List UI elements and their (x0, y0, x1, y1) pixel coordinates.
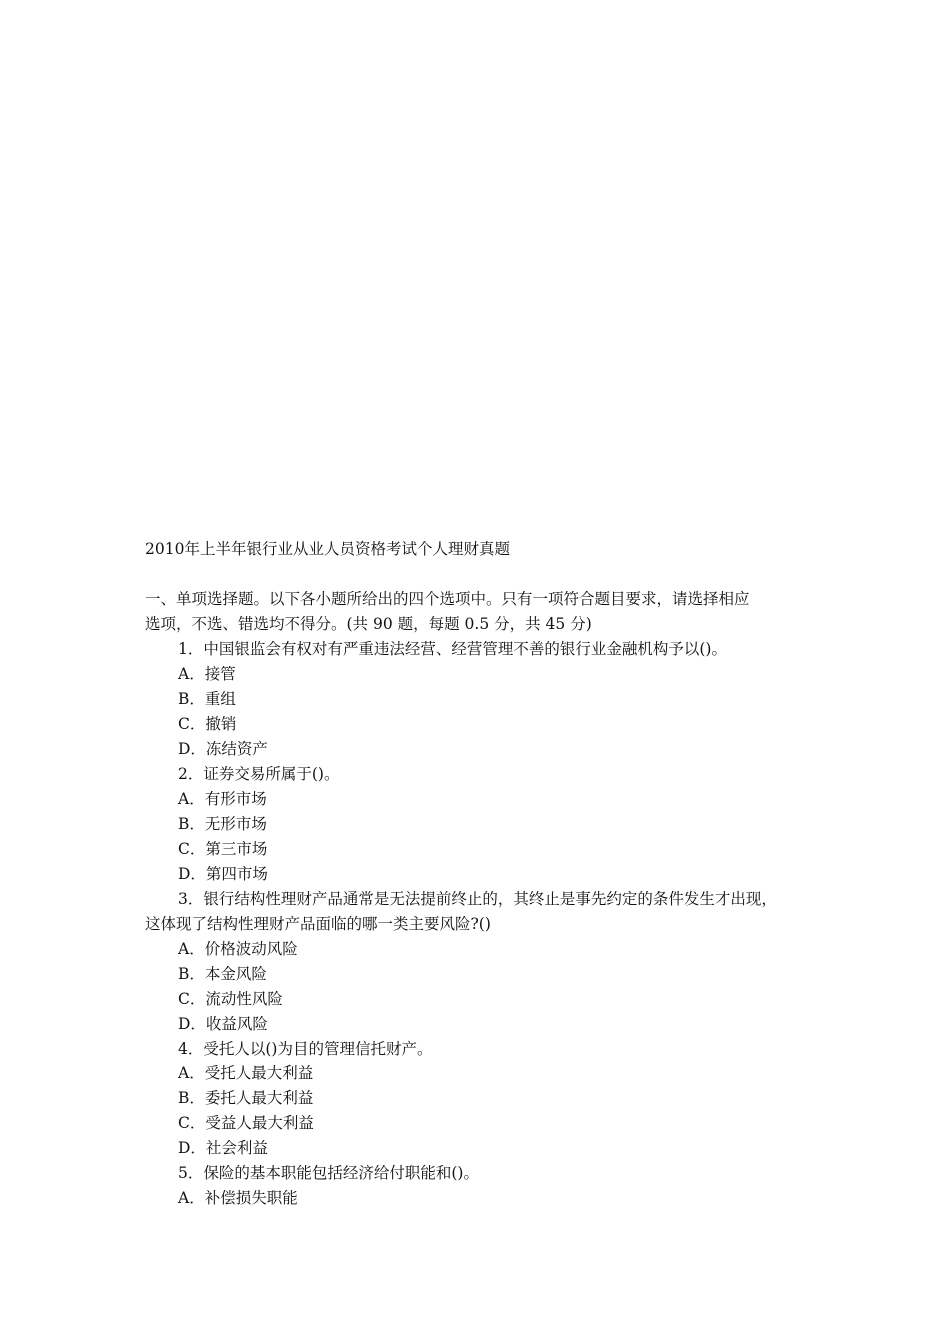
question-3-option-a: A．价格波动风险 (178, 940, 298, 958)
question-3-stem-line-1: 3．银行结构性理财产品通常是无法提前终止的，其终止是事先约定的条件发生才出现， (178, 890, 777, 908)
section-heading-line-1: 一、单项选择题。以下各小题所给出的四个选项中。只有一项符合题目要求，请选择相应 (145, 590, 750, 608)
question-3-option-b: B．本金风险 (178, 965, 267, 983)
section-heading-line-2: 选项，不选、错选均不得分。(共 90 题，每题 0.5 分，共 45 分) (145, 615, 592, 633)
question-1-option-c: C．撤销 (178, 715, 237, 733)
question-2-option-a: A．有形市场 (178, 790, 267, 808)
question-4-option-b: B．委托人最大利益 (178, 1089, 314, 1107)
question-2-option-d: D．第四市场 (178, 865, 268, 883)
question-4-option-a: A．受托人最大利益 (178, 1064, 314, 1082)
question-2-option-b: B．无形市场 (178, 815, 267, 833)
question-1-option-d: D．冻结资产 (178, 740, 268, 758)
question-5-stem: 5．保险的基本职能包括经济给付职能和()。 (178, 1164, 479, 1182)
question-1-stem: 1．中国银监会有权对有严重违法经营、经营管理不善的银行业金融机构予以()。 (178, 640, 727, 658)
question-3-option-d: D．收益风险 (178, 1015, 268, 1033)
document-title: 2010年上半年银行业从业人员资格考试个人理财真题 (145, 540, 510, 558)
question-2-stem: 2．证券交易所属于()。 (178, 765, 340, 783)
question-4-stem: 4．受托人以()为目的管理信托财产。 (178, 1040, 433, 1058)
question-3-stem-line-2: 这体现了结构性理财产品面临的哪一类主要风险?() (145, 915, 491, 933)
question-1-option-b: B．重组 (178, 690, 236, 708)
question-1-option-a: A．接管 (178, 665, 236, 683)
question-4-option-d: D．社会利益 (178, 1139, 268, 1157)
question-3-option-c: C．流动性风险 (178, 990, 283, 1008)
question-2-option-c: C．第三市场 (178, 840, 268, 858)
question-4-option-c: C．受益人最大利益 (178, 1114, 314, 1132)
question-5-option-a: A．补偿损失职能 (178, 1189, 298, 1207)
